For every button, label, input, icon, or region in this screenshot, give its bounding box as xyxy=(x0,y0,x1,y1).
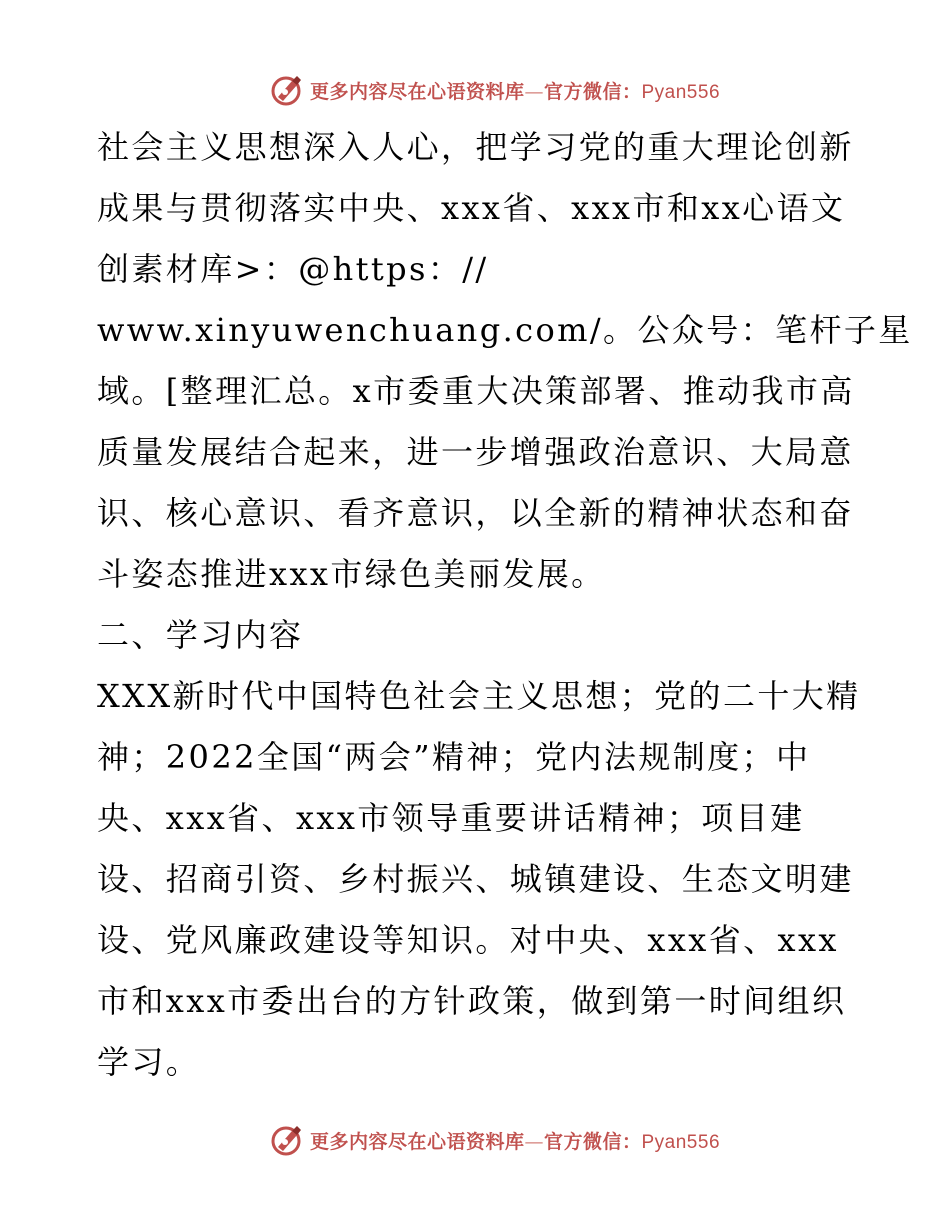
text-line: 设、党风廉政建设等知识。对中央、xxx省、xxx xyxy=(97,921,839,959)
header-banner-official: 官方微信： xyxy=(543,80,642,103)
header-banner-text xyxy=(310,77,720,104)
text-line: 成果与贯彻落实中央、xxx省、xxx市和xx心语文 xyxy=(97,189,846,227)
text-line: 神；2022全国“两会”精神；党内法规制度；中 xyxy=(97,738,811,776)
header-banner-main: 更多内容尽在心语资料库 xyxy=(309,80,525,103)
text-line: 斗姿态推进xxx市绿色美丽发展。 xyxy=(97,555,606,593)
text-line: 央、xxx省、xxx市领导重要讲话精神；项目建 xyxy=(97,799,805,837)
paragraph-2 xyxy=(97,666,867,1093)
footer-banner-id: Pyan556 xyxy=(641,1131,721,1153)
text-line: 质量发展结合起来，进一步增强政治意识、大局意 xyxy=(97,433,854,471)
text-line: www.xinyuwenchuang.com/。公众号：笔杆子星 xyxy=(97,311,913,349)
header-banner-separator: — xyxy=(524,80,544,103)
pen-logo-icon xyxy=(270,1123,304,1157)
footer-banner-official: 官方微信： xyxy=(543,1130,642,1153)
document-body xyxy=(97,117,913,1093)
footer-banner-main: 更多内容尽在心语资料库 xyxy=(309,1130,525,1153)
paragraph-1 xyxy=(97,117,913,605)
text-line: 设、招商引资、乡村振兴、城镇建设、生态文明建 xyxy=(97,860,854,898)
footer-banner-text xyxy=(310,1127,720,1154)
header-banner xyxy=(0,70,950,110)
text-line: 创素材库>：@https：// xyxy=(97,250,489,288)
section-heading: 二、学习内容 xyxy=(97,616,304,654)
text-line: 学习。 xyxy=(97,1043,201,1081)
footer-banner xyxy=(0,1120,950,1160)
footer-banner-separator: — xyxy=(524,1130,544,1153)
text-line: 识、核心意识、看齐意识，以全新的精神状态和奋 xyxy=(97,494,854,532)
text-line: 市和xxx市委出台的方针政策，做到第一时间组织 xyxy=(97,982,847,1020)
text-line: XXX新时代中国特色社会主义思想；党的二十大精 xyxy=(97,677,861,715)
pen-logo-icon xyxy=(270,73,304,107)
text-line: 社会主义思想深入人心，把学习党的重大理论创新 xyxy=(97,128,854,166)
header-banner-id: Pyan556 xyxy=(641,81,721,103)
text-line: 域。[整理汇总。x市委重大决策部署、推动我市高 xyxy=(97,372,855,410)
